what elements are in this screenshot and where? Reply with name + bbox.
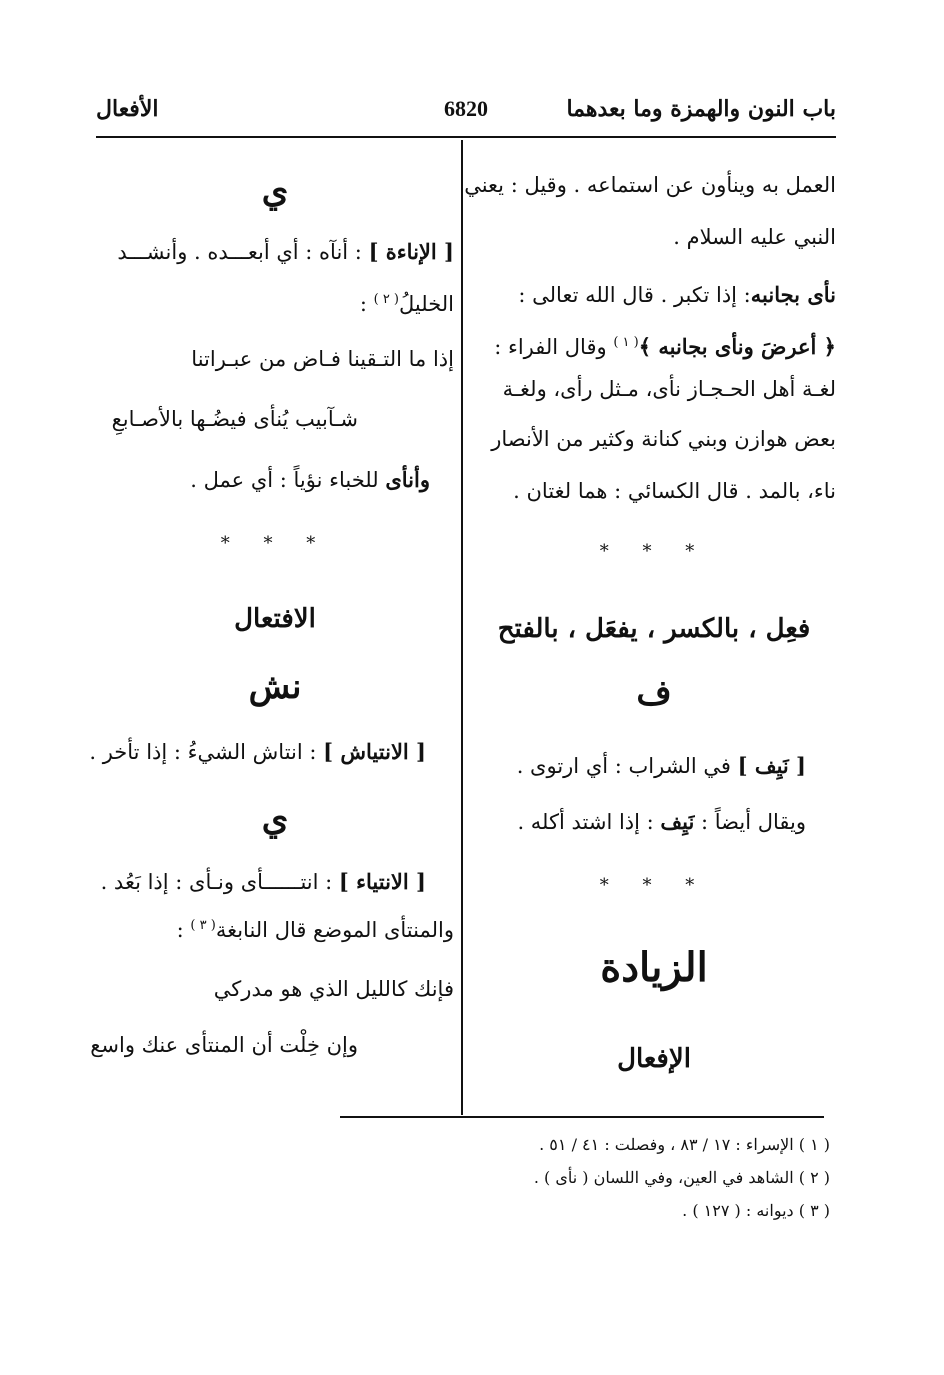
- text-line: لغـة أهل الحـجـاز نأى، مـثل رأى، ولغـة: [502, 377, 836, 401]
- header-rule: [96, 136, 836, 138]
- entry-headword: [ الإناءة ]: [368, 239, 454, 264]
- section-separator-stars: * * *: [599, 875, 709, 896]
- entry-text: : انتاش الشيءُ : إذا تأخر .: [89, 740, 324, 764]
- footnote: ( ٣ ) ديوانه : ( ١٢٧ ) .: [682, 1201, 830, 1220]
- text-line: [472, 808, 806, 836]
- text-line: النبي عليه السلام .: [673, 225, 836, 249]
- verse-line: إذا ما التـقينا فـاض من عبـراتنا: [191, 347, 454, 371]
- text-line: [96, 466, 430, 494]
- verse-line: وإن خِلْت أن المنتأى عنك واسع: [90, 1033, 358, 1057]
- page-number: 6820: [444, 96, 488, 121]
- entry-text: : إذا تكبر . قال الله تعالى :: [518, 283, 751, 307]
- footnote-marker: ( ١ ): [613, 335, 639, 350]
- footnote: ( ١ ) الإسراء : ١٧ / ٨٣ ، وفصلت : ٤١ / ٥١ .: [539, 1135, 830, 1154]
- text-line: [96, 238, 454, 266]
- entry-text: : إذا اشتد أكله .: [517, 810, 661, 834]
- footnote: ( ٢ ) الشاهد في العين، وفي اللسان ( نأى ) .: [533, 1168, 830, 1187]
- text-line: [96, 286, 454, 318]
- entry-headword: [ الانتياش ]: [323, 739, 426, 764]
- entry-text: :: [359, 292, 374, 316]
- verse-line: فإنك كالليل الذي هو مدركي: [213, 977, 454, 1001]
- letter-heading: نش: [248, 667, 302, 707]
- letter-heading: ي: [261, 171, 289, 211]
- entry-headword: نأى بجانبه: [750, 282, 836, 307]
- main-heading: الزيادة: [600, 944, 708, 991]
- text-line: بعض هوازن وبني كنانة وكثير من الأنصار: [491, 427, 836, 451]
- text-line: [472, 329, 836, 361]
- entry-headword: [ نَيِف ]: [737, 753, 806, 778]
- verse-line: شـآبيب يُنأى فيضُـها بالأصـابعِ: [111, 407, 358, 431]
- entry-text: للخباء نؤياً : أي عمل .: [190, 468, 386, 492]
- footnote-marker: ( ٢ ): [373, 292, 400, 307]
- entry-text: :: [176, 918, 191, 942]
- entry-text: الخليلُ: [399, 292, 454, 316]
- text-line: [96, 868, 426, 896]
- footnote-rule: [340, 1116, 824, 1118]
- section-separator-stars: * * *: [220, 533, 330, 554]
- text-line: العمل به وينأون عن استماعه . وقيل : يعني: [464, 173, 836, 197]
- entry-text: : أنآه : أي أبعـــده . وأنشـــد: [117, 240, 369, 264]
- entry-text: في الشراب : أي ارتوى .: [516, 754, 738, 778]
- sub-heading: الإفعال: [617, 1044, 691, 1074]
- section-heading: الافتعال: [234, 604, 316, 634]
- entry-headword: وأنأى: [385, 467, 430, 492]
- letter-heading: ف: [636, 673, 672, 713]
- header-left-title: الأفعال: [96, 96, 159, 122]
- entry-text: والمنتأى الموضع قال النابغة: [215, 918, 454, 942]
- quran-quote: ﴿ أعرضَ ونأى بجانبه ﴾: [638, 334, 836, 359]
- entry-text: : انتــــــأى ونـأى : إذا بَعُد .: [100, 870, 339, 894]
- column-divider: [461, 140, 463, 1115]
- page-header: [96, 96, 836, 136]
- section-separator-stars: * * *: [599, 541, 709, 562]
- entry-text: ويقال أيضاً :: [694, 810, 806, 834]
- text-line: [89, 738, 426, 766]
- footnote-marker: ( ٣ ): [190, 918, 216, 933]
- section-heading: فعِل ، بالكسر ، يفعَل ، بالفتح: [497, 614, 811, 644]
- text-line: [472, 752, 806, 780]
- header-right-title: باب النون والهمزة وما بعدهما: [566, 96, 836, 122]
- text-line: [96, 912, 454, 944]
- text-line: [472, 281, 836, 309]
- footnotes: [340, 1128, 830, 1227]
- entry-headword: نَيِف: [660, 809, 695, 834]
- text-line: ناء، بالمد . قال الكسائي : هما لغتان .: [513, 479, 836, 503]
- entry-headword: [ الانتياء ]: [338, 869, 426, 894]
- entry-text: وقال الفراء :: [494, 335, 614, 359]
- letter-heading: ي: [261, 799, 289, 839]
